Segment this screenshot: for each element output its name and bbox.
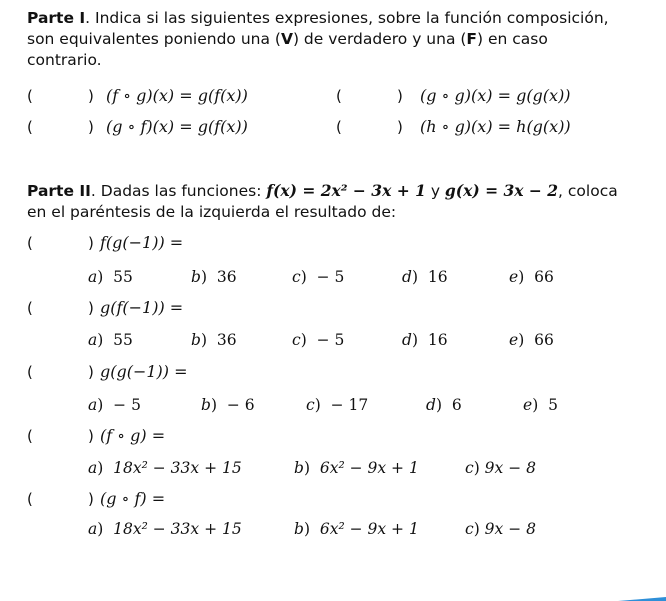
- answer-blank-close: ): [88, 118, 94, 136]
- question-2-options: [0, 329, 666, 351]
- option-e: e) 5: [523, 396, 558, 414]
- question-expression: g(f(−1)) =: [100, 298, 184, 317]
- answer-blank-open[interactable]: (: [27, 118, 33, 136]
- question-expression: f(g(−1)) =: [100, 233, 184, 252]
- composition-expression: (h ∘ g)(x) = h(g(x)): [420, 117, 571, 136]
- question-4-options: [0, 457, 666, 479]
- answer-blank-close: ): [88, 87, 94, 105]
- question-1-options: [0, 266, 666, 288]
- answer-blank-open[interactable]: (: [27, 234, 33, 252]
- false-letter: F: [466, 30, 478, 48]
- answer-blank-close: ): [88, 363, 94, 381]
- option-c: c) − 5: [292, 331, 345, 349]
- part1-title: Parte I: [27, 9, 86, 27]
- answer-blank-close: ): [397, 118, 403, 136]
- option-e: e) 66: [509, 331, 554, 349]
- option-d: d) 6: [426, 396, 462, 414]
- part1-instructions: [27, 8, 627, 71]
- question-expression: g(g(−1)) =: [100, 362, 188, 381]
- part2-title: Parte II: [27, 182, 91, 200]
- option-b: b) 36: [191, 331, 237, 349]
- part1-intro-a: . Indica si las siguientes expresiones, sobre la función composición, son equivalentes poniendo una (: [27, 9, 609, 48]
- composition-expression: (f ∘ g)(x) = g(f(x)): [106, 86, 248, 105]
- answer-blank-open[interactable]: (: [27, 299, 33, 317]
- composition-expression: (g ∘ g)(x) = g(g(x)): [420, 86, 571, 105]
- answer-blank-close: ): [88, 234, 94, 252]
- answer-blank-open[interactable]: (: [336, 118, 342, 136]
- option-a: a) 55: [88, 268, 133, 286]
- option-a: a) 18x² − 33x + 15: [88, 520, 242, 538]
- answer-blank-close: ): [88, 490, 94, 508]
- function-f-definition: f(x) = 2x² − 3x + 1: [266, 181, 426, 200]
- part1-intro-c: ) en caso contrario.: [27, 30, 548, 69]
- part1-intro-b: ) de verdadero y una (: [292, 30, 467, 48]
- option-a: a) 18x² − 33x + 15: [88, 459, 242, 477]
- question-3-options: [0, 394, 666, 416]
- composition-expression: (g ∘ f)(x) = g(f(x)): [106, 117, 248, 136]
- option-a: a) 55: [88, 331, 133, 349]
- conjunction: y: [425, 182, 445, 200]
- part2-intro-b: , coloca en el paréntesis de la izquierda el resultado de:: [27, 182, 618, 221]
- question-3: [0, 361, 666, 383]
- question-2: [0, 297, 666, 319]
- option-d: d) 16: [402, 331, 448, 349]
- option-b: b) 6x² − 9x + 1: [294, 459, 419, 477]
- question-5-options: [0, 518, 666, 540]
- option-c: c) 9x − 8: [465, 459, 536, 477]
- answer-blank-open[interactable]: (: [27, 490, 33, 508]
- option-c: c) − 5: [292, 268, 345, 286]
- option-c: c) 9x − 8: [465, 520, 536, 538]
- option-e: e) 66: [509, 268, 554, 286]
- answer-blank-open[interactable]: (: [27, 427, 33, 445]
- option-b: b) 36: [191, 268, 237, 286]
- true-letter: V: [280, 30, 293, 48]
- answer-blank-close: ): [88, 427, 94, 445]
- question-expression: (g ∘ f) =: [100, 489, 166, 508]
- answer-blank-open[interactable]: (: [27, 363, 33, 381]
- part2-intro-a: . Dadas las funciones:: [90, 182, 267, 200]
- option-a: a) − 5: [88, 396, 141, 414]
- option-c: c) − 17: [306, 396, 369, 414]
- answer-blank-open[interactable]: (: [336, 87, 342, 105]
- answer-blank-open[interactable]: (: [27, 87, 33, 105]
- answer-blank-close: ): [88, 299, 94, 317]
- part2-instructions: [27, 180, 627, 223]
- option-b: b) 6x² − 9x + 1: [294, 520, 419, 538]
- answer-blank-close: ): [397, 87, 403, 105]
- question-expression: (f ∘ g) =: [100, 426, 166, 445]
- question-1: [0, 232, 666, 254]
- question-4: [0, 425, 666, 447]
- corner-accent-decoration: [616, 591, 666, 601]
- option-b: b) − 6: [201, 396, 255, 414]
- function-g-definition: g(x) = 3x − 2: [444, 181, 559, 200]
- question-5: [0, 488, 666, 510]
- option-d: d) 16: [402, 268, 448, 286]
